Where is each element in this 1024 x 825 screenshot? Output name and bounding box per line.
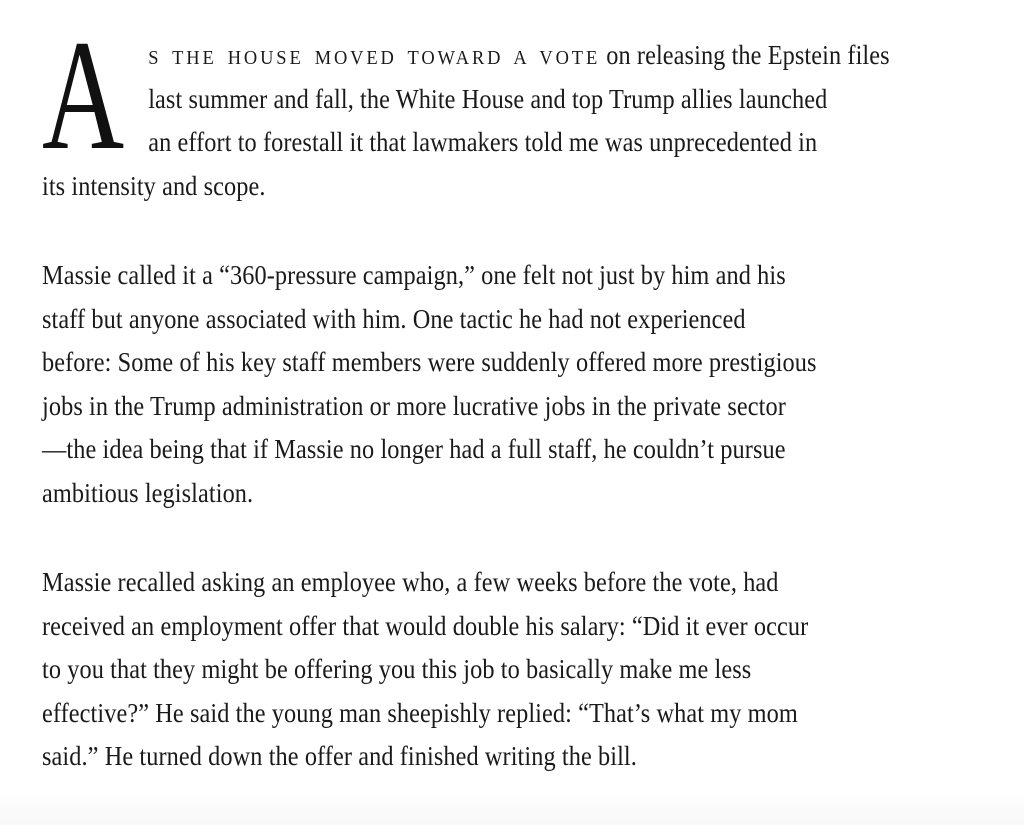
text-line: —the idea being that if Massie no longer had a full staff, he couldn’t pursue (42, 434, 786, 464)
text-line: ambitious legislation. (42, 477, 254, 508)
text-line: staff but anyone associated with him. One tactic he had not experienced (42, 303, 746, 334)
text-line: last summer and fall, the White House and top Trump allies launched (148, 83, 828, 114)
text-line: to you that they might be offering you this job to basically make me less (42, 654, 752, 684)
paragraph (42, 561, 1024, 779)
paragraph (42, 254, 1024, 515)
opening-line-rest: on releasing the Epstein files (600, 40, 890, 70)
text-line: an effort to forestall it that lawmakers told me was unprecedented in (148, 127, 818, 157)
text-line: its intensity and scope. (42, 170, 266, 201)
body-paragraphs (42, 254, 1024, 779)
opening-indented-lines (42, 78, 1024, 165)
text-line (148, 34, 1024, 78)
text-line: received an employment offer that would double his salary: “Did it ever occur (42, 610, 809, 641)
opening-paragraph (42, 8, 1024, 208)
text-line: Massie recalled asking an employee who, a few weeks before the vote, had (42, 567, 779, 597)
drop-cap-letter: A (42, 8, 125, 183)
text-line: jobs in the Trump administration or more lucrative jobs in the private sector (42, 390, 786, 421)
bottom-band (0, 795, 1024, 825)
opening-full-lines (42, 165, 1024, 209)
text-line: before: Some of his key staff members were suddenly offered more prestigious (42, 347, 817, 377)
text-line: Massie called it a “360-pressure campaign,” one felt not just by him and his (42, 260, 786, 290)
article-body (42, 8, 1024, 825)
text-line: effective?” He said the young man sheepishly replied: “That’s what my mom (42, 697, 798, 728)
small-caps-lead: S THE HOUSE MOVED TOWARD A VOTE (148, 47, 601, 69)
text-line: said.” He turned down the offer and finished writing the bill. (42, 741, 637, 771)
